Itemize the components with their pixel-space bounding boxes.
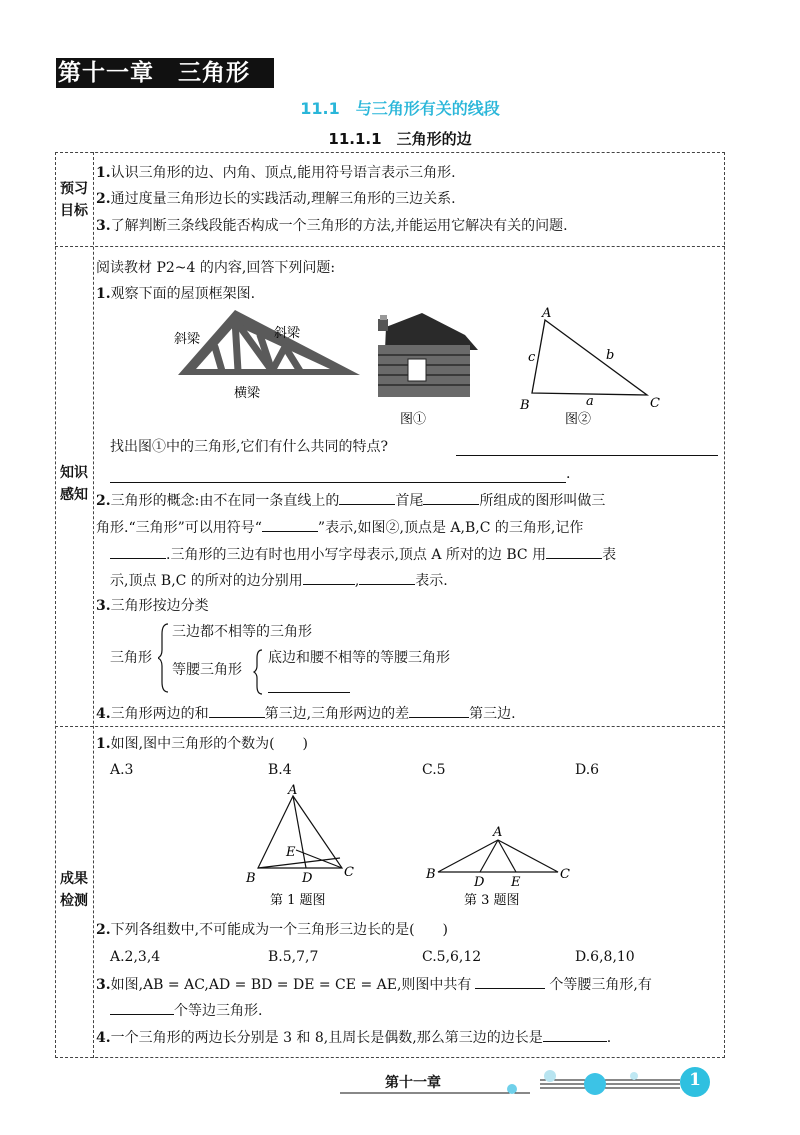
row-divider: [55, 246, 725, 247]
svg-text:A: A: [493, 825, 503, 840]
option[interactable]: C.5: [422, 762, 446, 778]
answer-blank[interactable]: [110, 1000, 174, 1015]
answer-blank[interactable]: [110, 544, 166, 559]
label-column-divider: [93, 152, 94, 1058]
knowledge-intro: 阅读教材 P2~4 的内容,回答下列问题:: [96, 260, 336, 276]
check-q2: 2.下列各组数中,不可能成为一个三角形三边长的是( ): [96, 922, 448, 938]
check-figures: [240, 780, 580, 910]
svg-text:C: C: [650, 396, 660, 411]
fig2-caption: 图②: [565, 412, 592, 427]
preview-item: 2.通过度量三角形边长的实践活动,理解三角形的三边关系.: [96, 191, 456, 207]
check-q1: 1.如图,图中三角形的个数为( ): [96, 736, 308, 752]
fig-q3-caption: 第 3 题图: [464, 893, 520, 908]
knowledge-q2-line2: 角形.“三角形”可以用符号“ ”表示,如图②,顶点是 A,B,C 的三角形,记作: [96, 517, 583, 538]
svg-text:D: D: [302, 871, 313, 886]
roof-truss-figure: [178, 310, 360, 375]
answer-blank[interactable]: [456, 455, 718, 456]
answer-blank[interactable]: [543, 1027, 607, 1042]
preview-item: 3.了解判断三条线段能否构成一个三角形的方法,并能运用它解决有关的问题.: [96, 218, 568, 234]
classify-branch2: 等腰三角形: [172, 662, 242, 678]
footer-decoration: [340, 1062, 720, 1102]
option[interactable]: B.4: [268, 762, 292, 778]
row-divider: [55, 726, 725, 727]
knowledge-q4: 4.三角形两边的和 第三边,三角形两边的差 第三边.: [96, 703, 516, 724]
svg-text:A: A: [542, 306, 552, 321]
truss-label-left: 斜梁: [174, 332, 201, 347]
knowledge-q2-line1: 2.三角形的概念:由不在同一条直线上的 首尾 所组成的图形叫做三: [96, 490, 605, 511]
section-title: 11.1 与三角形有关的线段: [300, 99, 500, 118]
answer-blank[interactable]: [110, 482, 566, 483]
answer-blank[interactable]: [546, 544, 602, 559]
knowledge-q3: 3.三角形按边分类: [96, 598, 209, 614]
knowledge-q1-ask: 找出图①中的三角形,它们有什么共同的特点?: [110, 439, 388, 455]
check-q3-line2: 个等边三角形.: [110, 1000, 262, 1021]
option[interactable]: A.3: [110, 762, 134, 778]
svg-text:b: b: [606, 348, 615, 363]
triangle-abc-figure: [532, 320, 647, 395]
answer-blank[interactable]: [475, 974, 545, 989]
check-q3-line1: 3.如图,AB = AC,AD = BD = DE = CE = AE,则图中共有 个等腰三角形,有: [96, 974, 652, 995]
answer-blank[interactable]: [268, 692, 350, 693]
option[interactable]: D.6,8,10: [575, 949, 635, 965]
answer-blank[interactable]: [262, 517, 318, 532]
svg-text:B: B: [426, 867, 436, 882]
svg-text:B: B: [520, 398, 530, 413]
fig-q3-triangle: [438, 840, 558, 872]
svg-text:E: E: [511, 875, 521, 890]
option[interactable]: A.2,3,4: [110, 949, 161, 965]
preview-item: 1.认识三角形的边、内角、顶点,能用符号语言表示三角形.: [96, 165, 456, 181]
svg-text:B: B: [246, 871, 256, 886]
knowledge-q2-line4: 示,顶点 B,C 的所对的边分别用 , 表示.: [110, 570, 448, 591]
chapter-title: 第十一章 三角形: [56, 58, 274, 88]
roof-figures: [160, 305, 680, 430]
svg-text:E: E: [286, 845, 296, 860]
option[interactable]: B.5,7,7: [268, 949, 319, 965]
fig-q1-caption: 第 1 题图: [270, 893, 326, 908]
check-label: 成果 检测: [60, 871, 88, 909]
answer-blank[interactable]: [209, 703, 265, 718]
preview-label: 预习 目标: [60, 181, 88, 219]
svg-text:A: A: [288, 783, 298, 798]
classify-root: 三角形: [110, 650, 152, 666]
subsection-title: 11.1.1 三角形的边: [328, 130, 472, 148]
svg-text:a: a: [586, 394, 594, 409]
truss-label-right: 斜梁: [274, 326, 301, 341]
answer-blank[interactable]: [339, 490, 395, 505]
fig1-caption: 图①: [400, 412, 427, 427]
knowledge-q2-line3: .三角形的三边有时也用小写字母表示,顶点 A 所对的边 BC 用 表: [110, 544, 616, 565]
answer-blank[interactable]: [303, 570, 355, 585]
knowledge-q1: 1.观察下面的屋顶框架图.: [96, 286, 256, 302]
cabin-figure: [378, 313, 478, 397]
page-number: 1: [689, 1070, 701, 1090]
svg-text:D: D: [474, 875, 485, 890]
svg-text:C: C: [560, 867, 570, 882]
truss-label-bottom: 横梁: [234, 386, 261, 401]
knowledge-label: 知识 感知: [60, 465, 88, 503]
option[interactable]: D.6: [575, 762, 600, 778]
classify-sub1: 底边和腰不相等的等腰三角形: [268, 650, 450, 666]
check-q4: 4.一个三角形的两边长分别是 3 和 8,且周长是偶数,那么第三边的边长是 .: [96, 1027, 611, 1048]
svg-text:C: C: [344, 865, 354, 880]
classify-branch1: 三边都不相等的三角形: [172, 624, 312, 640]
answer-blank[interactable]: [423, 490, 479, 505]
answer-blank[interactable]: [359, 570, 415, 585]
footer-chapter: 第十一章: [385, 1075, 441, 1091]
option[interactable]: C.5,6,12: [422, 949, 482, 965]
svg-text:c: c: [528, 350, 536, 365]
fig-q1-triangle: [258, 796, 342, 868]
answer-blank[interactable]: [409, 703, 469, 718]
